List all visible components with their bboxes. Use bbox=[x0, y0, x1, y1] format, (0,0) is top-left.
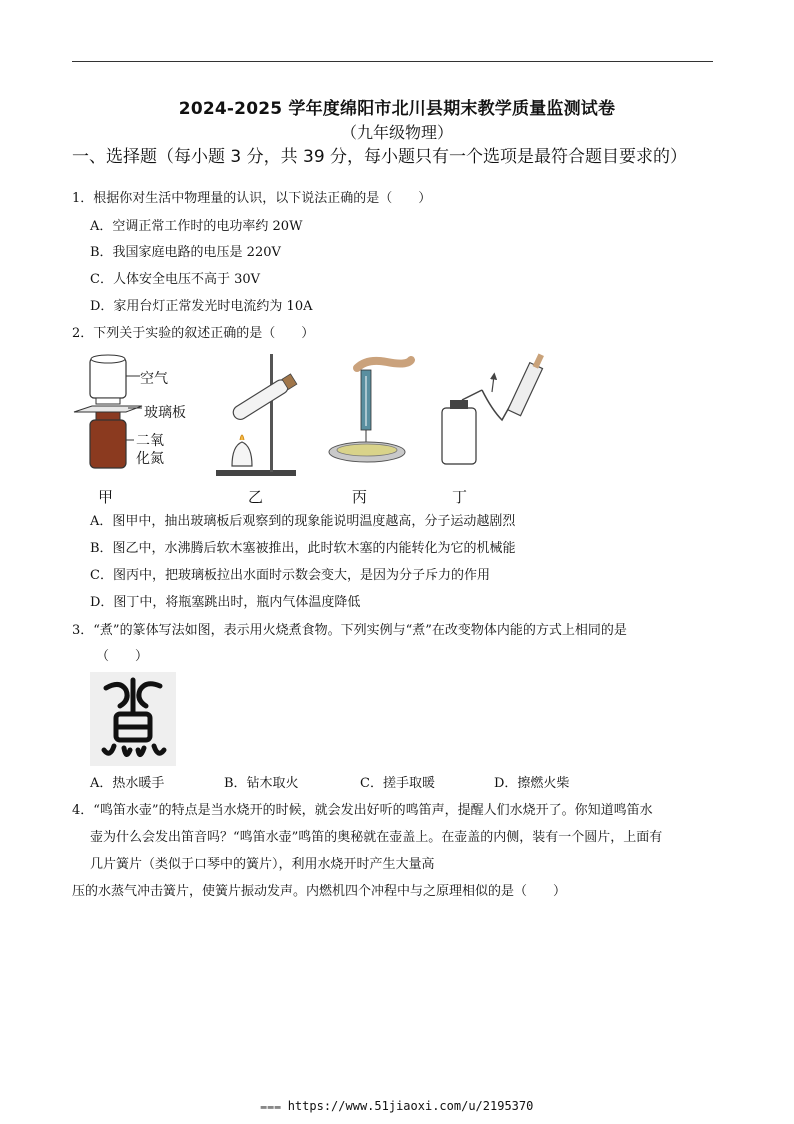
label-glass-plate: 玻璃板 bbox=[144, 405, 186, 421]
label-air: 空气 bbox=[140, 371, 168, 387]
label-yi: 乙 bbox=[248, 488, 264, 506]
q3-option-c: C．搓手取暖 bbox=[360, 776, 435, 791]
seal-script-zhu-icon bbox=[90, 672, 176, 766]
ding-diagram bbox=[432, 350, 572, 480]
bing-diagram bbox=[327, 356, 427, 481]
q4-line-1: 4．“鸣笛水壶”的特点是当水烧开的时候，就会发出好听的鸣笛声，提醒人们水烧开了。你知道鸣笛水 bbox=[72, 803, 653, 818]
q3-stem: 3．“煮”的篆体写法如图，表示用火烧煮食物。下列实例与“煮”在改变物体内能的方式上相同的是 bbox=[72, 623, 627, 638]
q2-option-b: B．图乙中，水沸腾后软木塞被推出，此时软木塞的内能转化为它的机械能 bbox=[90, 541, 516, 556]
q1-option-b: B．我国家庭电路的电压是 220V bbox=[90, 245, 281, 260]
label-jia: 甲 bbox=[98, 488, 114, 506]
q2-option-c: C．图丙中，把玻璃板拉出水面时示数会变大，是因为分子斥力的作用 bbox=[90, 568, 490, 583]
header-rule bbox=[72, 61, 713, 62]
page-footer bbox=[0, 1099, 794, 1113]
q1-option-a: A．空调正常工作时的电功率约 20W bbox=[90, 219, 303, 234]
q1-option-c: C．人体安全电压不高于 30V bbox=[90, 272, 261, 287]
label-no2-line1: 二氧 bbox=[136, 433, 164, 449]
q3-option-a: A．热水暖手 bbox=[90, 776, 165, 791]
q4-line-2: 壶为什么会发出笛音吗？“鸣笛水壶”鸣笛的奥秘就在壶盖上。在壶盖的内侧，装有一个圆片，上面有 bbox=[90, 830, 663, 845]
q2-figure bbox=[72, 350, 572, 505]
label-ding: 丁 bbox=[452, 488, 468, 506]
q3-option-b: B．钻木取火 bbox=[224, 776, 299, 791]
q2-option-a: A．图甲中，抽出玻璃板后观察到的现象能说明温度越高，分子运动越剧烈 bbox=[90, 514, 516, 529]
q4-line-3: 几片簧片（类似于口琴中的簧片），利用水烧开时产生大量高 bbox=[90, 857, 435, 872]
label-no2-line2: 化氮 bbox=[136, 451, 164, 467]
label-bing: 丙 bbox=[352, 488, 368, 506]
q2-stem: 2．下列关于实验的叙述正确的是（ ） bbox=[72, 326, 315, 341]
q2-option-d: D．图丁中，将瓶塞跳出时，瓶内气体温度降低 bbox=[90, 595, 361, 610]
q1-option-d: D．家用台灯正常发光时电流约为 10A bbox=[90, 299, 313, 314]
section-heading: 一、选择题（每小题 3 分，共 39 分，每小题只有一个选项是最符合题目要求的） bbox=[72, 147, 688, 167]
q4-line-4: 压的水蒸气冲击簧片，使簧片振动发声。内燃机四个冲程中与之原理相似的是（ ） bbox=[72, 884, 567, 899]
q3-answer-paren: （ ） bbox=[96, 649, 149, 664]
q3-option-d: D．擦燃火柴 bbox=[494, 776, 570, 791]
footer-url[interactable]: https://www.51jiaoxi.com/u/2195370 bbox=[287, 1099, 534, 1113]
q1-stem: 1．根据你对生活中物理量的认识，以下说法正确的是（ ） bbox=[72, 191, 432, 206]
watermark-icon: ▬▬▬ bbox=[260, 1102, 282, 1113]
exam-subtitle: （九年级物理） bbox=[340, 123, 453, 142]
exam-title: 2024-2025 学年度绵阳市北川县期末教学质量监测试卷 bbox=[178, 99, 616, 119]
yi-diagram bbox=[212, 350, 322, 480]
